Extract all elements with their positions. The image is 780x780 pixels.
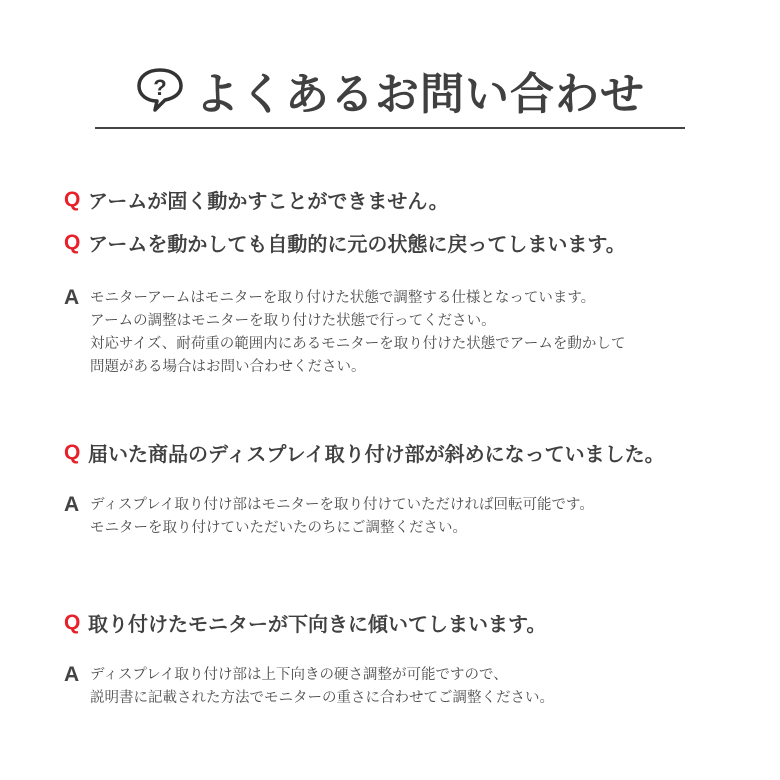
faq-answer xyxy=(64,664,554,710)
q-mark: Q xyxy=(64,440,81,464)
answer-line: 説明書に記載された方法でモニターの重さに合わせてご調整ください。 xyxy=(90,690,554,706)
question-text: アームが固く動かすことができません。 xyxy=(88,189,449,213)
answer-line: ディスプレイ取り付け部は上下向きの硬さ調整が可能ですので、 xyxy=(90,667,508,683)
faq-answer xyxy=(64,287,625,379)
svg-text:?: ? xyxy=(153,75,167,100)
question-text: 届いた商品のディスプレイ取り付け部が斜めになっていました。 xyxy=(88,442,665,466)
question-bubble-icon xyxy=(135,66,185,114)
answer-line: 問題がある場合はお問い合わせください。 xyxy=(90,359,366,375)
title-divider xyxy=(95,127,685,129)
answer-line: ディスプレイ取り付け部はモニターを取り付けていただければ回転可能です。 xyxy=(90,497,594,513)
question-text: アームを動かしても自動的に元の状態に戻ってしまいます。 xyxy=(88,232,626,256)
faq-question xyxy=(64,438,665,467)
faq-question xyxy=(64,185,449,214)
faq-question xyxy=(64,608,546,637)
answer-line: モニターアームはモニターを取り付けた状態で調整する仕様となっています。 xyxy=(90,290,596,306)
faq-answer xyxy=(64,494,594,540)
question-text: 取り付けたモニターが下向きに傾いてしまいます。 xyxy=(88,612,547,636)
answer-line: モニターを取り付けていただいたのちにご調整ください。 xyxy=(90,520,467,536)
a-mark: A xyxy=(64,286,80,309)
q-mark: Q xyxy=(64,187,81,211)
faq-question xyxy=(64,228,626,257)
q-mark: Q xyxy=(64,610,81,634)
q-mark: Q xyxy=(64,230,81,254)
answer-line: 対応サイズ、耐荷重の範囲内にあるモニターを取り付けた状態でアームを動かして xyxy=(90,336,626,352)
answer-line: アームの調整はモニターを取り付けた状態で行ってください。 xyxy=(90,313,496,329)
a-mark: A xyxy=(64,663,80,686)
page-header xyxy=(0,58,780,122)
page-title: よくあるお問い合わせ xyxy=(195,69,645,120)
a-mark: A xyxy=(64,493,80,516)
